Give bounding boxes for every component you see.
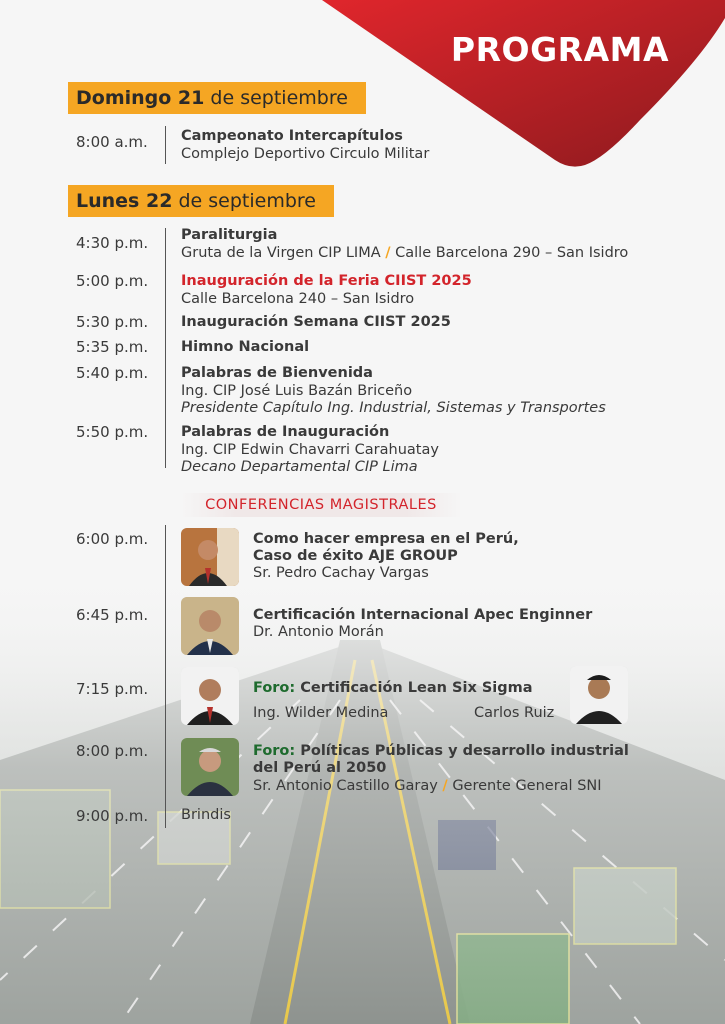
conference-title: Foro: Políticas Públicas y desarrollo industrial: [253, 743, 629, 759]
event-time: 5:30 p.m.: [76, 313, 149, 331]
conference-title: Como hacer empresa en el Perú,: [253, 531, 519, 547]
event-time: 8:00 a.m.: [76, 133, 148, 151]
event-person: Ing. CIP Edwin Chavarri Carahuatay: [181, 442, 439, 458]
conference-speaker: Ing. Wilder Medina: [253, 705, 389, 721]
conference-speaker: Sr. Pedro Cachay Vargas: [253, 565, 429, 581]
event-title: Inauguración de la Feria CIIST 2025: [181, 273, 472, 289]
speaker-photo: [181, 597, 239, 655]
speaker-photo: [181, 738, 239, 796]
event-place: Gruta de la Virgen CIP LIMA / Calle Barcelona 290 – San Isidro: [181, 245, 629, 261]
day-heading-monday: Lunes 22 de septiembre: [68, 185, 334, 217]
event-time: 5:40 p.m.: [76, 364, 149, 382]
conference-speaker-2: Carlos Ruiz: [474, 705, 555, 721]
conference-speaker: Dr. Antonio Morán: [253, 624, 384, 640]
event-title: Campeonato Intercapítulos: [181, 128, 403, 144]
event-role: Decano Departamental CIP Lima: [181, 459, 418, 475]
event-title: Inauguración Semana CIIST 2025: [181, 314, 451, 330]
conference-title: del Perú al 2050: [253, 760, 387, 776]
conference-title: Foro: Certificación Lean Six Sigma: [253, 680, 533, 696]
timeline-divider: [165, 525, 166, 828]
event-role: Presidente Capítulo Ing. Industrial, Sistemas y Transportes: [181, 400, 606, 416]
event-person: Ing. CIP José Luis Bazán Briceño: [181, 383, 413, 399]
event-title: Himno Nacional: [181, 339, 310, 355]
speaker-photo: [181, 667, 239, 725]
event-time: 6:00 p.m.: [76, 530, 149, 548]
conference-speaker: Sr. Antonio Castillo Garay / Gerente General SNI: [253, 778, 602, 794]
event-time: 5:35 p.m.: [76, 338, 149, 356]
timeline-divider: [165, 228, 166, 468]
event-title: Palabras de Inauguración: [181, 424, 390, 440]
event-time: 6:45 p.m.: [76, 606, 149, 624]
event-time: 7:15 p.m.: [76, 680, 149, 698]
conference-title: Certificación Internacional Apec Enginner: [253, 607, 593, 623]
event-time: 5:00 p.m.: [76, 272, 149, 290]
event-title: Palabras de Bienvenida: [181, 365, 373, 381]
conference-title: Caso de éxito AJE GROUP: [253, 548, 458, 564]
event-place: Calle Barcelona 240 – San Isidro: [181, 291, 415, 307]
event-place: Complejo Deportivo Circulo Militar: [181, 146, 430, 162]
event-time: 5:50 p.m.: [76, 423, 149, 441]
speaker-photo: [570, 666, 628, 724]
timeline-divider: [165, 126, 166, 164]
event-time: 4:30 p.m.: [76, 234, 149, 252]
event-time: 8:00 p.m.: [76, 742, 149, 760]
day-heading-sunday: Domingo 21 de septiembre: [68, 82, 366, 114]
speaker-photo: [181, 528, 239, 586]
event-time: 9:00 p.m.: [76, 807, 149, 825]
event-title: Paraliturgia: [181, 227, 278, 243]
event-title: Brindis: [181, 807, 231, 823]
page-title: PROGRAMA: [450, 30, 669, 69]
section-conferencias: CONFERENCIAS MAGISTRALES: [180, 493, 462, 517]
